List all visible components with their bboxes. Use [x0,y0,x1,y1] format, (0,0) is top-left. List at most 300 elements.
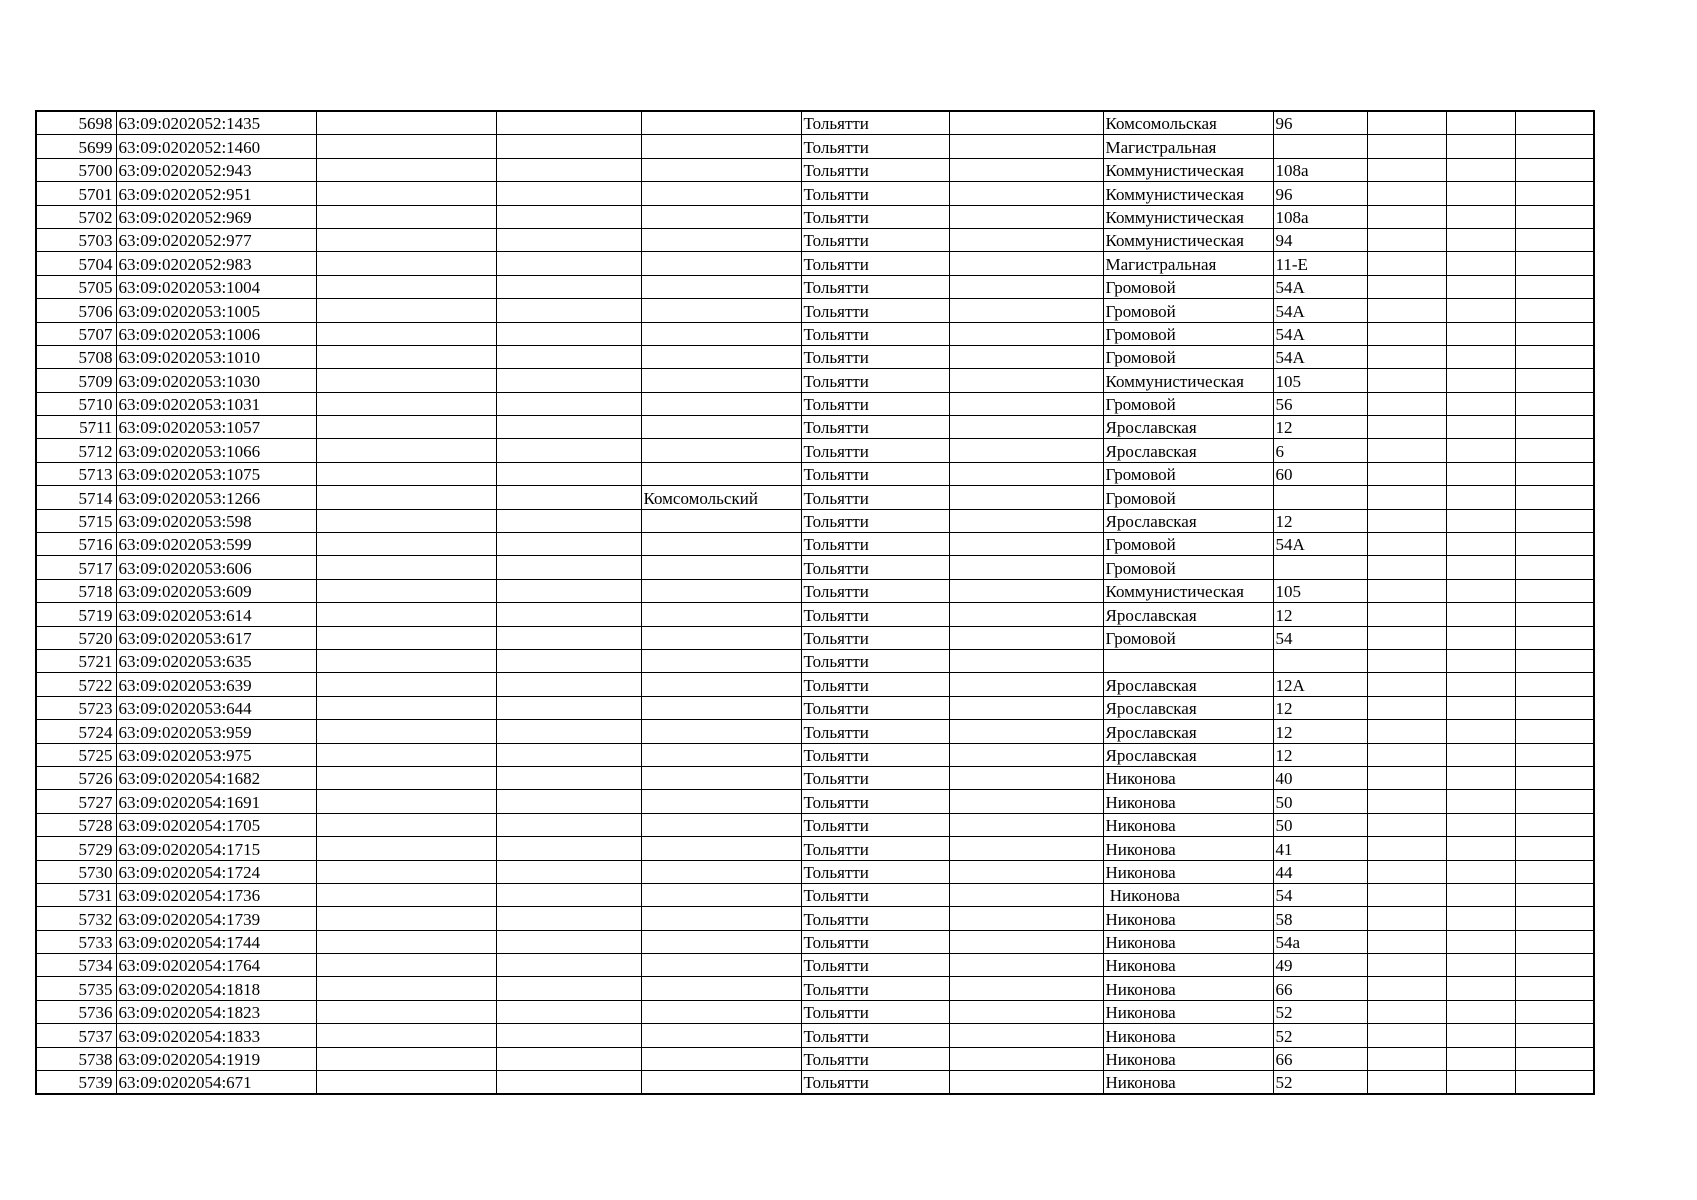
empty-cell [496,813,641,836]
row-number-cell: 5713 [36,462,116,485]
empty-cell [316,416,496,439]
empty-cell [316,837,496,860]
row-number-cell: 5728 [36,813,116,836]
empty-cell [1515,696,1594,719]
empty-cell [496,603,641,626]
city-cell: Тольятти [801,439,949,462]
empty-cell [949,1047,1103,1070]
empty-cell [316,486,496,509]
empty-cell [1446,860,1515,883]
empty-cell [496,182,641,205]
empty-cell [316,556,496,579]
house-number-cell: 96 [1273,182,1367,205]
empty-cell [949,696,1103,719]
empty-cell [316,579,496,602]
empty-cell [1446,135,1515,158]
cadastral-number-cell: 63:09:0202053:975 [116,743,316,766]
table-row [36,907,1594,930]
district-cell [641,766,801,789]
cadastral-number-cell: 63:09:0202053:1031 [116,392,316,415]
empty-cell [949,322,1103,345]
empty-cell [949,649,1103,672]
house-number-cell [1273,556,1367,579]
district-cell [641,930,801,953]
empty-cell [1515,579,1594,602]
empty-cell [316,345,496,368]
row-number-cell: 5739 [36,1071,116,1095]
empty-cell [496,673,641,696]
empty-cell [496,299,641,322]
street-cell: Никонова [1103,977,1273,1000]
city-cell: Тольятти [801,252,949,275]
empty-cell [316,813,496,836]
row-number-cell: 5738 [36,1047,116,1070]
empty-cell [1515,1000,1594,1023]
house-number-cell: 54А [1273,275,1367,298]
empty-cell [316,860,496,883]
city-cell: Тольятти [801,1024,949,1047]
empty-cell [1367,860,1446,883]
empty-cell [316,1071,496,1095]
table-row [36,322,1594,345]
house-number-cell [1273,135,1367,158]
empty-cell [316,111,496,135]
city-cell: Тольятти [801,228,949,251]
row-number-cell: 5710 [36,392,116,415]
house-number-cell: 54 [1273,626,1367,649]
row-number-cell: 5727 [36,790,116,813]
empty-cell [496,392,641,415]
district-cell [641,299,801,322]
empty-cell [316,977,496,1000]
table-row [36,182,1594,205]
cadastral-number-cell: 63:09:0202054:1736 [116,883,316,906]
empty-cell [949,766,1103,789]
cadastral-number-cell: 63:09:0202053:1066 [116,439,316,462]
table-row [36,462,1594,485]
empty-cell [1367,696,1446,719]
empty-cell [496,486,641,509]
cadastral-number-cell: 63:09:0202054:1682 [116,766,316,789]
district-cell [641,556,801,579]
row-number-cell: 5724 [36,720,116,743]
empty-cell [949,275,1103,298]
empty-cell [1367,345,1446,368]
row-number-cell: 5703 [36,228,116,251]
empty-cell [1446,696,1515,719]
house-number-cell: 54А [1273,299,1367,322]
street-cell: Громовой [1103,556,1273,579]
cadastral-number-cell: 63:09:0202054:1705 [116,813,316,836]
empty-cell [1446,252,1515,275]
cadastral-number-cell: 63:09:0202054:1764 [116,954,316,977]
table-row [36,1024,1594,1047]
district-cell [641,369,801,392]
empty-cell [1446,626,1515,649]
empty-cell [316,1024,496,1047]
empty-cell [949,486,1103,509]
house-number-cell: 12А [1273,673,1367,696]
empty-cell [316,275,496,298]
district-cell [641,1024,801,1047]
row-number-cell: 5730 [36,860,116,883]
empty-cell [316,299,496,322]
empty-cell [1367,1071,1446,1095]
empty-cell [949,743,1103,766]
house-number-cell: 52 [1273,1024,1367,1047]
row-number-cell: 5698 [36,111,116,135]
table-row [36,275,1594,298]
street-cell [1103,649,1273,672]
row-number-cell: 5701 [36,182,116,205]
street-cell: Никонова [1103,907,1273,930]
cadastral-number-cell: 63:09:0202054:1818 [116,977,316,1000]
empty-cell [1515,813,1594,836]
house-number-cell: 12 [1273,720,1367,743]
cadastral-number-cell: 63:09:0202053:614 [116,603,316,626]
house-number-cell: 12 [1273,743,1367,766]
empty-cell [1515,790,1594,813]
street-cell: Коммунистическая [1103,228,1273,251]
row-number-cell: 5729 [36,837,116,860]
cadastral-number-cell: 63:09:0202053:1006 [116,322,316,345]
city-cell: Тольятти [801,556,949,579]
empty-cell [1515,883,1594,906]
city-cell: Тольятти [801,392,949,415]
table-row [36,205,1594,228]
table-row [36,533,1594,556]
cadastral-number-cell: 63:09:0202053:1057 [116,416,316,439]
table-row [36,486,1594,509]
empty-cell [1446,883,1515,906]
row-number-cell: 5711 [36,416,116,439]
empty-cell [949,416,1103,439]
cadastral-number-cell: 63:09:0202054:1691 [116,790,316,813]
empty-cell [949,556,1103,579]
district-cell [641,111,801,135]
house-number-cell: 52 [1273,1071,1367,1095]
empty-cell [1446,556,1515,579]
empty-cell [1515,416,1594,439]
city-cell: Тольятти [801,158,949,181]
house-number-cell: 54А [1273,322,1367,345]
empty-cell [496,275,641,298]
empty-cell [316,252,496,275]
house-number-cell: 49 [1273,954,1367,977]
empty-cell [949,883,1103,906]
empty-cell [316,205,496,228]
empty-cell [496,954,641,977]
empty-cell [1515,649,1594,672]
house-number-cell: 52 [1273,1000,1367,1023]
empty-cell [1367,252,1446,275]
district-cell [641,743,801,766]
empty-cell [1446,1071,1515,1095]
district-cell [641,626,801,649]
empty-cell [1367,813,1446,836]
empty-cell [1515,907,1594,930]
district-cell [641,135,801,158]
street-cell: Громовой [1103,345,1273,368]
empty-cell [949,462,1103,485]
street-cell: Магистральная [1103,252,1273,275]
empty-cell [949,509,1103,532]
empty-cell [1515,720,1594,743]
district-cell [641,673,801,696]
empty-cell [1367,275,1446,298]
table-row [36,977,1594,1000]
street-cell: Громовой [1103,392,1273,415]
city-cell: Тольятти [801,743,949,766]
empty-cell [949,369,1103,392]
district-cell [641,720,801,743]
empty-cell [496,158,641,181]
house-number-cell: 12 [1273,509,1367,532]
empty-cell [1515,462,1594,485]
cadastral-table [35,110,1595,1095]
empty-cell [1446,649,1515,672]
district-cell [641,907,801,930]
house-number-cell: 6 [1273,439,1367,462]
empty-cell [496,228,641,251]
table-row [36,837,1594,860]
empty-cell [1367,837,1446,860]
table-row [36,416,1594,439]
empty-cell [1446,930,1515,953]
empty-cell [1367,1024,1446,1047]
empty-cell [1367,533,1446,556]
empty-cell [949,603,1103,626]
cadastral-number-cell: 63:09:0202053:609 [116,579,316,602]
city-cell: Тольятти [801,135,949,158]
empty-cell [949,954,1103,977]
street-cell: Ярославская [1103,416,1273,439]
house-number-cell: 105 [1273,579,1367,602]
cadastral-number-cell: 63:09:0202053:1030 [116,369,316,392]
empty-cell [1367,743,1446,766]
cadastral-number-cell: 63:09:0202054:1739 [116,907,316,930]
empty-cell [1367,205,1446,228]
empty-cell [1367,673,1446,696]
table-row [36,252,1594,275]
row-number-cell: 5718 [36,579,116,602]
empty-cell [496,1000,641,1023]
empty-cell [1367,603,1446,626]
empty-cell [1446,837,1515,860]
cadastral-number-cell: 63:09:0202054:671 [116,1071,316,1095]
empty-cell [1367,907,1446,930]
empty-cell [1515,977,1594,1000]
city-cell: Тольятти [801,1047,949,1070]
empty-cell [1367,954,1446,977]
district-cell [641,860,801,883]
district-cell [641,228,801,251]
empty-cell [496,135,641,158]
empty-cell [496,462,641,485]
street-cell: Комсомольская [1103,111,1273,135]
table-row [36,1071,1594,1095]
city-cell: Тольятти [801,954,949,977]
table-row [36,556,1594,579]
row-number-cell: 5720 [36,626,116,649]
house-number-cell: 54а [1273,930,1367,953]
empty-cell [316,135,496,158]
empty-cell [496,720,641,743]
district-cell [641,439,801,462]
table-row [36,766,1594,789]
empty-cell [1446,275,1515,298]
city-cell: Тольятти [801,930,949,953]
empty-cell [949,860,1103,883]
empty-cell [316,649,496,672]
cadastral-number-cell: 63:09:0202053:1266 [116,486,316,509]
empty-cell [1515,135,1594,158]
district-cell [641,322,801,345]
city-cell: Тольятти [801,860,949,883]
empty-cell [1515,322,1594,345]
empty-cell [1367,977,1446,1000]
street-cell: Громовой [1103,299,1273,322]
row-number-cell: 5699 [36,135,116,158]
cadastral-number-cell: 63:09:0202053:1005 [116,299,316,322]
street-cell: Никонова [1103,1024,1273,1047]
table-row [36,509,1594,532]
empty-cell [316,790,496,813]
cadastral-number-cell: 63:09:0202053:598 [116,509,316,532]
cadastral-number-cell: 63:09:0202052:1435 [116,111,316,135]
empty-cell [949,299,1103,322]
city-cell: Тольятти [801,416,949,439]
city-cell: Тольятти [801,299,949,322]
empty-cell [1367,135,1446,158]
district-cell [641,837,801,860]
district-cell [641,252,801,275]
empty-cell [316,369,496,392]
empty-cell [496,977,641,1000]
cadastral-number-cell: 63:09:0202053:959 [116,720,316,743]
cadastral-number-cell: 63:09:0202052:969 [116,205,316,228]
row-number-cell: 5736 [36,1000,116,1023]
district-cell [641,696,801,719]
empty-cell [1515,345,1594,368]
district-cell [641,182,801,205]
row-number-cell: 5714 [36,486,116,509]
table-row [36,673,1594,696]
empty-cell [496,533,641,556]
empty-cell [496,649,641,672]
street-cell: Громовой [1103,275,1273,298]
cadastral-number-cell: 63:09:0202053:639 [116,673,316,696]
house-number-cell: 40 [1273,766,1367,789]
row-number-cell: 5726 [36,766,116,789]
empty-cell [949,392,1103,415]
table-row [36,790,1594,813]
street-cell: Коммунистическая [1103,205,1273,228]
empty-cell [1446,533,1515,556]
district-cell [641,205,801,228]
empty-cell [1515,837,1594,860]
empty-cell [1446,766,1515,789]
empty-cell [1515,766,1594,789]
empty-cell [1515,228,1594,251]
empty-cell [1446,579,1515,602]
house-number-cell: 12 [1273,603,1367,626]
empty-cell [496,743,641,766]
street-cell: Никонова [1103,954,1273,977]
house-number-cell: 41 [1273,837,1367,860]
empty-cell [496,345,641,368]
row-number-cell: 5735 [36,977,116,1000]
district-cell [641,1000,801,1023]
empty-cell [1515,392,1594,415]
empty-cell [1446,205,1515,228]
empty-cell [496,930,641,953]
street-cell: Ярославская [1103,696,1273,719]
city-cell: Тольятти [801,649,949,672]
district-cell [641,977,801,1000]
street-cell: Коммунистическая [1103,579,1273,602]
district-cell [641,158,801,181]
empty-cell [496,766,641,789]
district-cell [641,649,801,672]
row-number-cell: 5702 [36,205,116,228]
empty-cell [1446,439,1515,462]
empty-cell [1515,603,1594,626]
empty-cell [949,1000,1103,1023]
cadastral-number-cell: 63:09:0202054:1724 [116,860,316,883]
empty-cell [1367,1047,1446,1070]
table-body [36,111,1594,1094]
house-number-cell: 12 [1273,416,1367,439]
empty-cell [1367,158,1446,181]
cadastral-number-cell: 63:09:0202053:1004 [116,275,316,298]
empty-cell [1515,673,1594,696]
empty-cell [1367,322,1446,345]
empty-cell [949,111,1103,135]
district-cell [641,790,801,813]
empty-cell [1367,930,1446,953]
empty-cell [1515,533,1594,556]
house-number-cell: 44 [1273,860,1367,883]
street-cell: Ярославская [1103,603,1273,626]
empty-cell [949,673,1103,696]
empty-cell [1367,883,1446,906]
empty-cell [1367,626,1446,649]
empty-cell [1515,860,1594,883]
empty-cell [316,743,496,766]
empty-cell [949,533,1103,556]
house-number-cell: 50 [1273,813,1367,836]
house-number-cell: 66 [1273,1047,1367,1070]
house-number-cell: 12 [1273,696,1367,719]
city-cell: Тольятти [801,673,949,696]
row-number-cell: 5723 [36,696,116,719]
empty-cell [1446,907,1515,930]
empty-cell [1515,158,1594,181]
empty-cell [949,720,1103,743]
street-cell: Никонова [1103,1047,1273,1070]
table-row [36,603,1594,626]
street-cell: Никонова [1103,790,1273,813]
row-number-cell: 5715 [36,509,116,532]
street-cell: Громовой [1103,626,1273,649]
empty-cell [1446,1047,1515,1070]
empty-cell [316,1047,496,1070]
table-row [36,743,1594,766]
empty-cell [1515,556,1594,579]
house-number-cell: 54А [1273,345,1367,368]
table-row [36,111,1594,135]
